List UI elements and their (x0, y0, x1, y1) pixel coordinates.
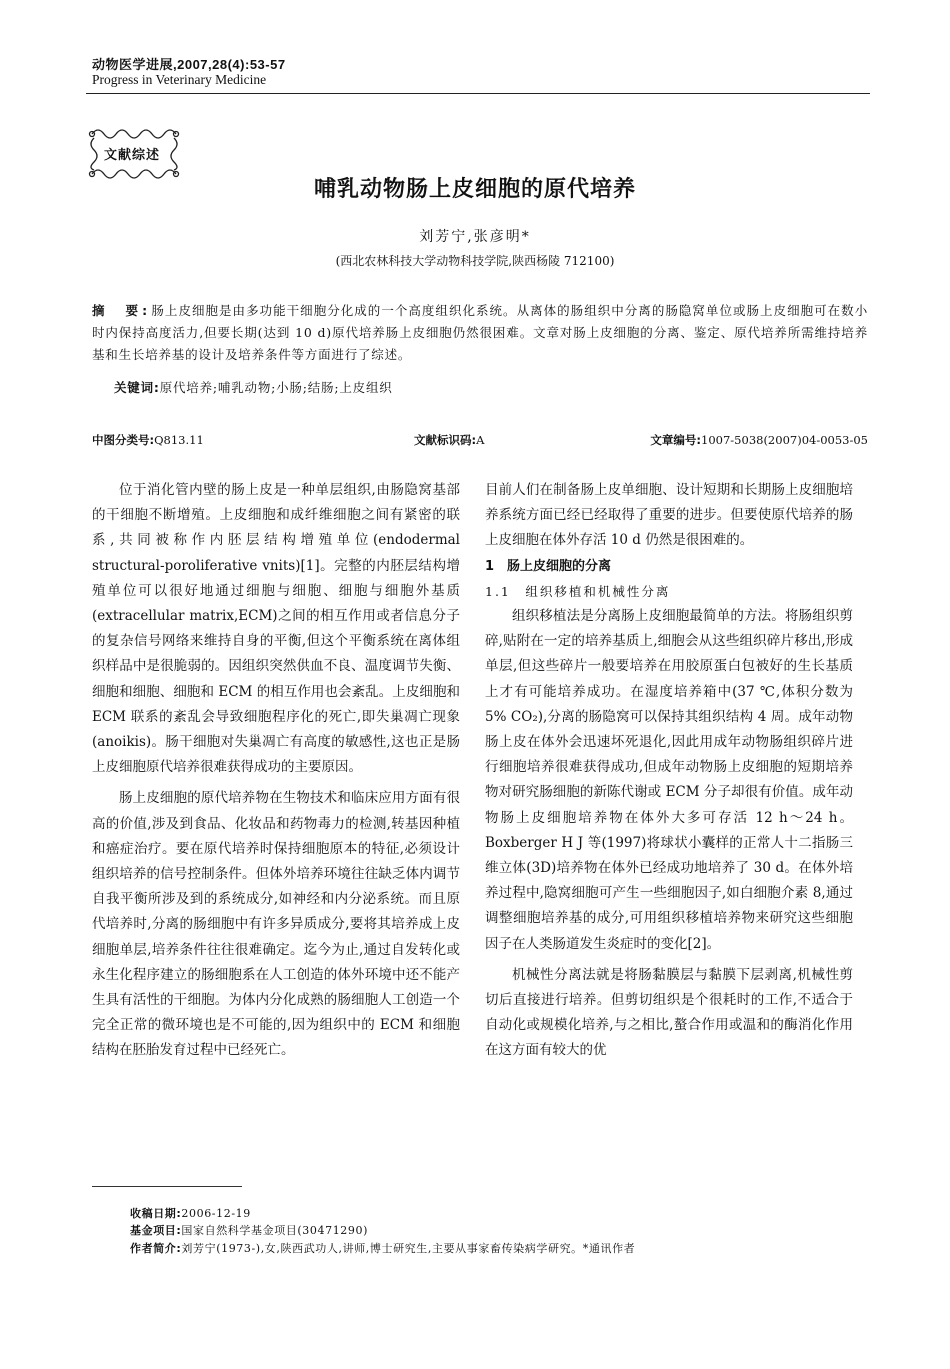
keywords-label: 关键词: (114, 380, 160, 395)
paragraph: 肠上皮细胞的原代培养物在生物技术和临床应用方面有很高的价值,涉及到食品、化妆品和药物毒力的检测,转基因种植和癌症治疗。要在原代培养时保持细胞原本的特征,必须设计组织培养的信号控制条件。但体外培养环境往往缺乏体内调节自我平衡所涉及到的系统成分,如神经和内分泌系统。而且原代培养时,分离的肠细胞中有许多异质成分,要将其培养成上皮细胞单层,培养条件往往很难确定。迄今为止,通过自发转化或永生化程序建立的肠细胞系在人工创造的体外环境中还不能产生具有活性的干细胞。为体内分化成熟的肠细胞人工创造一个完全正常的微环境也是不可能的,因为组织中的 ECM 和细胞结构在胚胎发育过程中已经死亡。 (92, 790, 460, 1059)
body-column-left (92, 478, 460, 1064)
journal-english-name: Progress in Veterinary Medicine (92, 72, 267, 87)
keywords (114, 378, 393, 396)
abstract (92, 300, 868, 366)
body-column-right (485, 478, 853, 1064)
classification-row (92, 432, 868, 450)
header-divider (86, 93, 870, 94)
review-badge-label: 文献综述 (104, 148, 161, 163)
paragraph: 位于消化管内壁的肠上皮是一种单层组织,由肠隐窝基部的干细胞不断增殖。上皮细胞和成纤维细胞之间有紧密的联系,共同被称作内胚层结构增殖单位(endodermal structural-poroliferative vnits)[1]。完整的内胚层结构增殖单位可以很好地通过细胞与细胞、细胞与细胞外基质(extracellular matrix,ECM)之间的相互作用或者信息分子的复杂信号网络来维持自身的平衡,但这个平衡系统在离体组织样品中是很脆弱的。因组织突然供血不良、温度调节失衡、细胞和细胞、细胞和 ECM 的相互作用也会紊乱。上皮细胞和 ECM 联系的紊乱会导致细胞程序化的死亡,即失巢凋亡现象(anoikis)。肠干细胞对失巢凋亡有高度的敏感性,这也正是肠上皮细胞原代培养很难获得成功的主要原因。 (92, 482, 460, 776)
paragraph: 目前人们在制备肠上皮单细胞、设计短期和长期肠上皮细胞培养系统方面已经已经取得了重要的进步。但要使原代培养的肠上皮细胞在体外存活 10 d 仍然是很困难的。 (485, 482, 853, 549)
section-heading: 1 肠上皮细胞的分离 (485, 558, 612, 574)
abstract-label: 摘 要: (92, 303, 152, 318)
article-number: 文章编号:1007-5038(2007)04-0053-05 (650, 433, 868, 447)
paragraph: 组织移植法是分离肠上皮细胞最简单的方法。将肠组织剪碎,贴附在一定的培养基质上,细胞会从这些组织碎片移出,形成单层,但这些碎片一般要培养在用胶原蛋白包被好的生长基质上才有可能培养成功。在湿度培养箱中(37 ℃,体积分数为 5% CO₂),分离的肠隐窝可以保持其组织结构 4 周。成年动物肠上皮在体外会迅速坏死退化,因此用成年动物肠组织碎片进行细胞培养很难获得成功,但成年动物肠上皮细胞的短期培养物对研究肠细胞的新陈代谢或 ECM 分子却很有价值。成年动物肠上皮细胞培养物在体外大多可存活 12 h～24 h。Boxberger H J 等(1997)将球状小囊样的正常人十二指肠三维立体(3D)培养物在体外已经成功地培养了 30 d。在体外培养过程中,隐窝细胞可产生一些细胞因子,如白细胞介素 8,通过调整细胞培养基的成分,可用组织移植培养物来研究这些细胞因子在人类肠道发生炎症时的变化[2]。 (485, 608, 853, 952)
subsection-heading: 1.1 组织移植和机械性分离 (485, 583, 671, 599)
keywords-text: 原代培养;哺乳动物;小肠;结肠;上皮组织 (159, 380, 393, 395)
journal-citation: 动物医学进展,2007,28(4):53-57 (92, 57, 286, 72)
document-code: 文献标识码:A (414, 433, 485, 447)
funding: 基金项目:国家自然科学基金项目(30471290) (130, 1224, 368, 1237)
affiliation: (西北农林科技大学动物科技学院,陕西杨陵 712100) (335, 254, 615, 268)
author-bio: 作者简介:刘芳宁(1973-),女,陕西武功人,讲师,博士研究生,主要从事家畜传染病学研究。*通讯作者 (130, 1242, 636, 1255)
abstract-text: 肠上皮细胞是由多功能干细胞分化成的一个高度组织化系统。从离体的肠组织中分离的肠隐窝单位或肠上皮细胞可在数小时内保持高度活力,但要长期(达到 10 d)原代培养肠上皮细胞仍然很困难。文章对肠上皮细胞的分离、鉴定、原代培养所需维持培养基和生长培养基的设计及培养条件等方面进行了综述。 (92, 303, 869, 362)
paragraph: 机械性分离法就是将肠黏膜层与黏膜下层剥离,机械性剪切后直接进行培养。但剪切组织是个很耗时的工作,不适合于自动化或规模化培养,与之相比,螯合作用或温和的酶消化作用在这方面有较大的优 (485, 966, 853, 1059)
clc-number: 中图分类号:Q813.11 (92, 433, 204, 447)
authors: 刘芳宁,张彦明* (419, 229, 531, 245)
article-title: 哺乳动物肠上皮细胞的原代培养 (313, 177, 636, 202)
received-date: 收稿日期:2006-12-19 (130, 1207, 251, 1220)
footnote-divider (92, 1186, 242, 1187)
